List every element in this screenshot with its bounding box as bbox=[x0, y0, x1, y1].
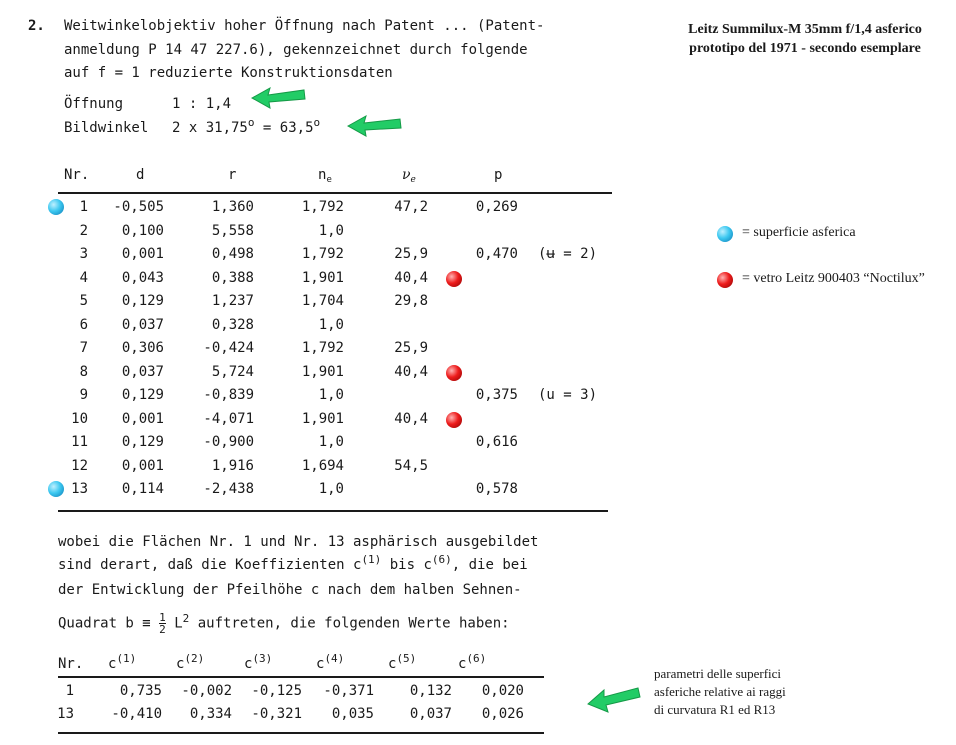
header-coefficient bbox=[316, 652, 345, 672]
blue-dot-icon bbox=[48, 199, 64, 215]
cell-n: 1,0 bbox=[318, 387, 344, 403]
cell-d: 0,043 bbox=[121, 269, 164, 286]
red-dot-icon bbox=[446, 271, 462, 287]
cell-d: 0,114 bbox=[121, 481, 164, 497]
cell-n: 1,0 bbox=[318, 222, 344, 239]
coef-c: c bbox=[244, 656, 253, 672]
arrow-icon bbox=[248, 84, 308, 112]
cell-n: 1,792 bbox=[301, 340, 344, 356]
header-coefficient bbox=[458, 652, 487, 672]
cell-p: 0,616 bbox=[475, 434, 518, 450]
paragraph-line-4: Quadrat b ≡ $\frac{1}{2}$ $L^2$ auftreten, die folgenden Werte haben: bbox=[58, 611, 510, 636]
cell-n: 1,901 bbox=[301, 410, 344, 427]
cell-coefficient: 0,735 bbox=[119, 683, 162, 699]
arrow-icon bbox=[344, 112, 404, 140]
red-dot-icon bbox=[446, 365, 462, 381]
cell-coefficient: -0,321 bbox=[251, 706, 302, 722]
note-line-1: parametri delle superfici bbox=[654, 666, 782, 681]
header-v: $\nu_e$ bbox=[402, 167, 416, 185]
cell-nr: 1 bbox=[65, 683, 74, 699]
cell-r: -0,839 bbox=[203, 387, 254, 403]
cell-p: 0,375 bbox=[475, 387, 518, 403]
header-coefficient bbox=[108, 652, 137, 672]
header-n: $n_e$ bbox=[318, 167, 332, 185]
cell-d: -0,505 bbox=[113, 199, 164, 215]
cell-r: -2,438 bbox=[203, 481, 254, 497]
cell-r: -0,900 bbox=[203, 434, 254, 450]
cell-coefficient: 0,035 bbox=[331, 706, 374, 722]
legend-blue-label: = superficie asferica bbox=[742, 225, 856, 240]
cell-n: 1,0 bbox=[318, 316, 344, 333]
cell-coefficient: 0,020 bbox=[481, 683, 524, 699]
cell-nr: 13 bbox=[57, 706, 74, 722]
coef-index: (5) bbox=[396, 652, 417, 665]
coef-index: (6) bbox=[466, 652, 487, 665]
paragraph-line-2: sind derart, daß die Koeffizienten $c^{(1)}$ bis $c^{(6)}$, die bei bbox=[58, 553, 528, 573]
coef-index: (2) bbox=[184, 652, 205, 665]
cell-v: 40,4 bbox=[394, 363, 428, 380]
cell-coefficient: 0,026 bbox=[481, 706, 524, 722]
table-rule bbox=[58, 510, 608, 512]
cell-p: 0,470 bbox=[475, 246, 518, 262]
cell-d: 0,037 bbox=[121, 363, 164, 380]
cell-coefficient: -0,002 bbox=[181, 683, 232, 699]
cell-n: 1,0 bbox=[318, 481, 344, 497]
cell-coefficient: -0,125 bbox=[251, 683, 302, 699]
cell-nr: 6 bbox=[79, 316, 88, 333]
cell-coefficient: 0,132 bbox=[409, 683, 452, 699]
cell-v: 40,4 bbox=[394, 410, 428, 427]
paragraph-line-3: der Entwicklung der Pfeilhöhe c nach dem halben Sehnen- bbox=[58, 582, 522, 598]
cell-coefficient: -0,410 bbox=[111, 706, 162, 722]
coef-index: (4) bbox=[324, 652, 345, 665]
cell-n: 1,901 bbox=[301, 363, 344, 380]
table-rule bbox=[58, 676, 544, 678]
claim-line-3: auf f = 1 reduzierte Konstruktionsdaten bbox=[64, 65, 393, 81]
coef-c: c bbox=[458, 656, 467, 672]
cell-note: (u = 3) bbox=[538, 387, 598, 403]
bildwinkel-value: 2 x $31,75^o = 63,5^o$ bbox=[172, 116, 321, 136]
legend-red-label: = vetro Leitz 900403 “Noctilux” bbox=[742, 271, 925, 286]
cell-nr: 12 bbox=[71, 457, 88, 474]
cell-r: 1,916 bbox=[211, 457, 254, 474]
coef-index: (3) bbox=[252, 652, 273, 665]
cell-v: 40,4 bbox=[394, 269, 428, 286]
red-dot-icon bbox=[717, 272, 733, 288]
claim-line-1: Weitwinkelobjektiv hoher Öffnung nach Patent ... (Patent- bbox=[64, 18, 545, 34]
cell-v: 47,2 bbox=[394, 199, 428, 215]
cell-nr: 11 bbox=[71, 434, 88, 450]
blue-dot-icon bbox=[48, 481, 64, 497]
caption-line-2: prototipo del 1971 - secondo esemplare bbox=[689, 41, 921, 56]
header-nr: Nr. bbox=[64, 167, 90, 183]
cell-nr: 10 bbox=[71, 410, 88, 427]
cell-n: 1,704 bbox=[301, 293, 344, 309]
coef-c: c bbox=[176, 656, 185, 672]
claim-line-2: anmeldung P 14 47 227.6), gekennzeichnet durch folgende bbox=[64, 42, 528, 58]
cell-n: 1,792 bbox=[301, 246, 344, 262]
cell-p: 0,269 bbox=[475, 199, 518, 215]
oeffnung-label: Öffnung bbox=[64, 96, 124, 112]
header-coefficient bbox=[388, 652, 417, 672]
header-coefficient bbox=[244, 652, 273, 672]
cell-v: 29,8 bbox=[394, 293, 428, 309]
cell-n: 1,694 bbox=[301, 457, 344, 474]
cell-r: 1,237 bbox=[211, 293, 254, 309]
red-dot-icon bbox=[446, 412, 462, 428]
header-coefficient bbox=[176, 652, 205, 672]
header-r: r bbox=[228, 167, 237, 183]
caption-line-1: Leitz Summilux-M 35mm f/1,4 asferico bbox=[688, 22, 922, 37]
cell-r: -0,424 bbox=[203, 340, 254, 356]
cell-d: 0,100 bbox=[121, 222, 164, 239]
cell-d: 0,129 bbox=[121, 387, 164, 403]
header-p: p bbox=[494, 167, 503, 183]
blue-dot-icon bbox=[717, 226, 733, 242]
cell-d: 0,129 bbox=[121, 293, 164, 309]
table-rule bbox=[58, 192, 612, 194]
paragraph-line-1: wobei die Flächen Nr. 1 und Nr. 13 asphärisch ausgebildet bbox=[58, 534, 539, 550]
cell-nr: 2 bbox=[79, 222, 88, 239]
coef-c: c bbox=[108, 656, 117, 672]
cell-d: 0,001 bbox=[121, 246, 164, 262]
cell-r: 0,328 bbox=[211, 316, 254, 333]
cell-nr: 8 bbox=[79, 363, 88, 380]
cell-nr: 7 bbox=[79, 340, 88, 356]
arrow-icon bbox=[584, 684, 644, 714]
cell-r: 1,360 bbox=[211, 199, 254, 215]
cell-d: 0,037 bbox=[121, 316, 164, 333]
header-nr: Nr. bbox=[58, 656, 84, 672]
cell-note: (ʉ = 2) bbox=[538, 246, 598, 262]
cell-coefficient: 0,334 bbox=[189, 706, 232, 722]
cell-n: 1,901 bbox=[301, 269, 344, 286]
cell-r: 5,558 bbox=[211, 222, 254, 239]
cell-r: -4,071 bbox=[203, 410, 254, 427]
cell-n: 1,0 bbox=[318, 434, 344, 450]
coef-index: (1) bbox=[116, 652, 137, 665]
cell-nr: 3 bbox=[79, 246, 88, 262]
table-rule bbox=[58, 732, 544, 734]
cell-r: 0,498 bbox=[211, 246, 254, 262]
cell-v: 25,9 bbox=[394, 246, 428, 262]
cell-d: 0,306 bbox=[121, 340, 164, 356]
section-number: 2. bbox=[28, 18, 45, 34]
bildwinkel-label: Bildwinkel bbox=[64, 120, 149, 136]
cell-d: 0,001 bbox=[121, 410, 164, 427]
cell-p: 0,578 bbox=[475, 481, 518, 497]
cell-nr: 1 bbox=[79, 199, 88, 215]
coef-c: c bbox=[388, 656, 397, 672]
cell-d: 0,001 bbox=[121, 457, 164, 474]
cell-d: 0,129 bbox=[121, 434, 164, 450]
cell-v: 54,5 bbox=[394, 457, 428, 474]
cell-v: 25,9 bbox=[394, 340, 428, 356]
cell-r: 0,388 bbox=[211, 269, 254, 286]
note-line-3: di curvatura R1 ed R13 bbox=[654, 702, 776, 717]
cell-nr: 13 bbox=[71, 481, 88, 497]
note-line-2: asferiche relative ai raggi bbox=[654, 684, 786, 699]
cell-n: 1,792 bbox=[301, 199, 344, 215]
cell-r: 5,724 bbox=[211, 363, 254, 380]
cell-nr: 9 bbox=[79, 387, 88, 403]
oeffnung-value: 1 : 1,4 bbox=[172, 96, 232, 112]
coef-c: c bbox=[316, 656, 325, 672]
header-d: d bbox=[136, 167, 145, 183]
cell-nr: 5 bbox=[79, 293, 88, 309]
cell-nr: 4 bbox=[79, 269, 88, 286]
cell-coefficient: -0,371 bbox=[323, 683, 374, 699]
cell-coefficient: 0,037 bbox=[409, 706, 452, 722]
